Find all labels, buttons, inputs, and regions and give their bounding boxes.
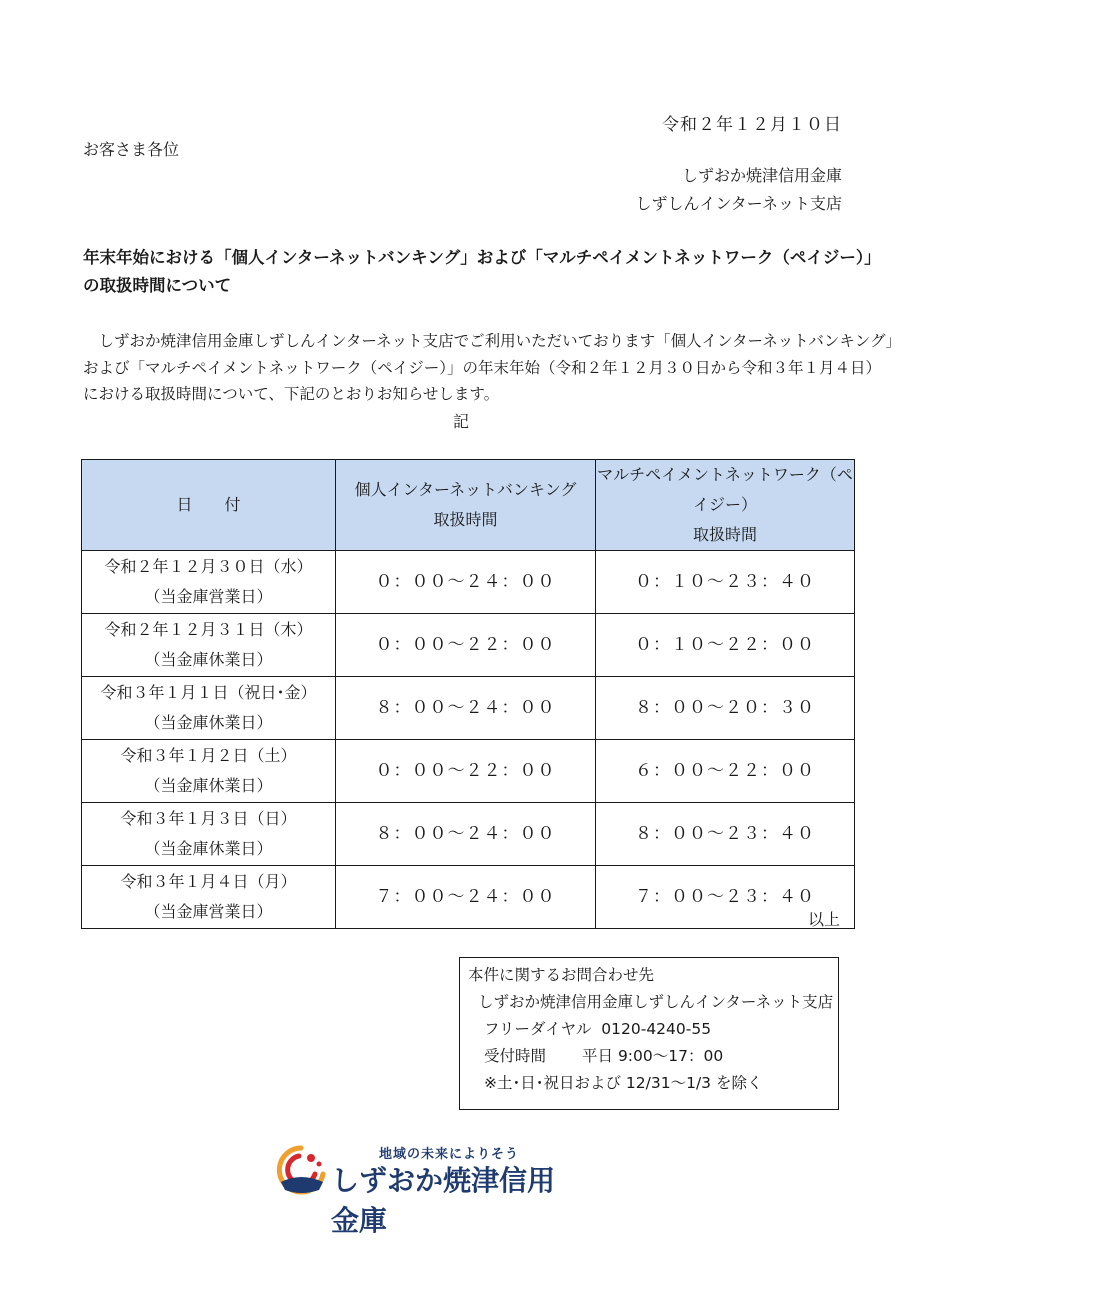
row-date: 令和３年１月２日（土） （当金庫休業日） (82, 740, 336, 803)
row-pe-time: ８：００～２０：３０ (596, 677, 855, 740)
header-ib-sub: 取扱時間 (433, 510, 498, 529)
header-date: 日 付 (82, 460, 336, 551)
row-date: 令和３年１月１日（祝日･金） （当金庫休業日） (82, 677, 336, 740)
row-date: 令和２年１２月３０日（水） （当金庫営業日） (82, 551, 336, 614)
header-pe-title: マルチペイメントネットワーク（ペイジー） (597, 465, 853, 514)
logo-bank-name: しずおか焼津信用金庫 (331, 1164, 556, 1237)
logo-tagline: 地域の未来によりそう (379, 1147, 520, 1162)
row-pe-time: ６：００～２２：００ (596, 740, 855, 803)
notice-title-line1: 年末年始における「個人インターネットバンキング」および「マルチペイメントネットワーク（ペイジー）」 (83, 248, 881, 267)
body-line1: しずおか焼津信用金庫しずしんインターネット支店でご利用いただいております「個人インターネットバンキング」 (83, 332, 901, 350)
closing-mark: 以上 (807, 910, 840, 929)
row-ib-time: ８：００～２４：００ (336, 677, 596, 740)
table-row (82, 866, 855, 929)
header-ib-title: 個人インターネットバンキング (354, 480, 577, 499)
body-line3: における取扱時間について、下記のとおりお知らせします。 (83, 385, 500, 403)
table-row (82, 677, 855, 740)
free-dial-number[interactable]: 0120-4240-55 (601, 1020, 712, 1038)
row-pe-time: ８：００～２３：４０ (596, 803, 855, 866)
row-date: 令和３年１月４日（月） （当金庫営業日） (82, 866, 336, 929)
row-date: 令和３年１月３日（日） （当金庫休業日） (82, 803, 336, 866)
contact-free-dial: フリーダイヤル 0120-4240-55 (484, 1020, 712, 1038)
row-pe-time: ０：１０～２２：００ (596, 614, 855, 677)
addressee: お客さま各位 (83, 140, 180, 159)
body-line2: および「マルチペイメントネットワーク（ペイジー）」の年末年始（令和２年１２月３０日から令和３年１月４日） (83, 358, 881, 377)
row-ib-time: ０：００～２４：００ (336, 551, 596, 614)
header-internet-banking (336, 460, 596, 551)
contact-exclusion: ※土･日･祝日および 12/31～1/3 を除く (484, 1074, 763, 1092)
table-row (82, 803, 855, 866)
row-ib-time: ０：００～２２：００ (336, 740, 596, 803)
logo-mark-icon (275, 1144, 327, 1196)
sender-branch: しずしんインターネット支店 (635, 194, 842, 213)
table-row (82, 740, 855, 803)
table-row (82, 614, 855, 677)
ki-mark: 記 (453, 412, 470, 431)
sender-bank: しずおか焼津信用金庫 (681, 166, 842, 185)
notice-title (83, 244, 881, 300)
row-ib-time: ７：００～２４：００ (336, 866, 596, 929)
row-pe-time: ０：１０～２３：４０ (596, 551, 855, 614)
row-ib-time: ０：００～２２：００ (336, 614, 596, 677)
schedule-table (81, 459, 855, 929)
contact-hours: 受付時間 平日 9:00～17：00 (484, 1047, 724, 1065)
table-header-row (82, 460, 855, 551)
bank-logo (275, 1143, 575, 1237)
row-pe-time: ７：００～２３：４０ (596, 866, 855, 929)
notice-title-line2: の取扱時間について (83, 276, 232, 295)
contact-heading: 本件に関するお問合わせ先 (468, 966, 655, 984)
row-date: 令和２年１２月３１日（木） （当金庫休業日） (82, 614, 336, 677)
contact-box (459, 957, 839, 1110)
header-payeasy (596, 460, 855, 551)
contact-branch: しずおか焼津信用金庫しずしんインターネット支店 (478, 993, 834, 1011)
table-row (82, 551, 855, 614)
document-date: 令和２年１２月１０日 (662, 115, 842, 135)
header-pe-sub: 取扱時間 (692, 525, 757, 544)
row-ib-time: ８：００～２４：００ (336, 803, 596, 866)
notice-body (83, 328, 901, 408)
